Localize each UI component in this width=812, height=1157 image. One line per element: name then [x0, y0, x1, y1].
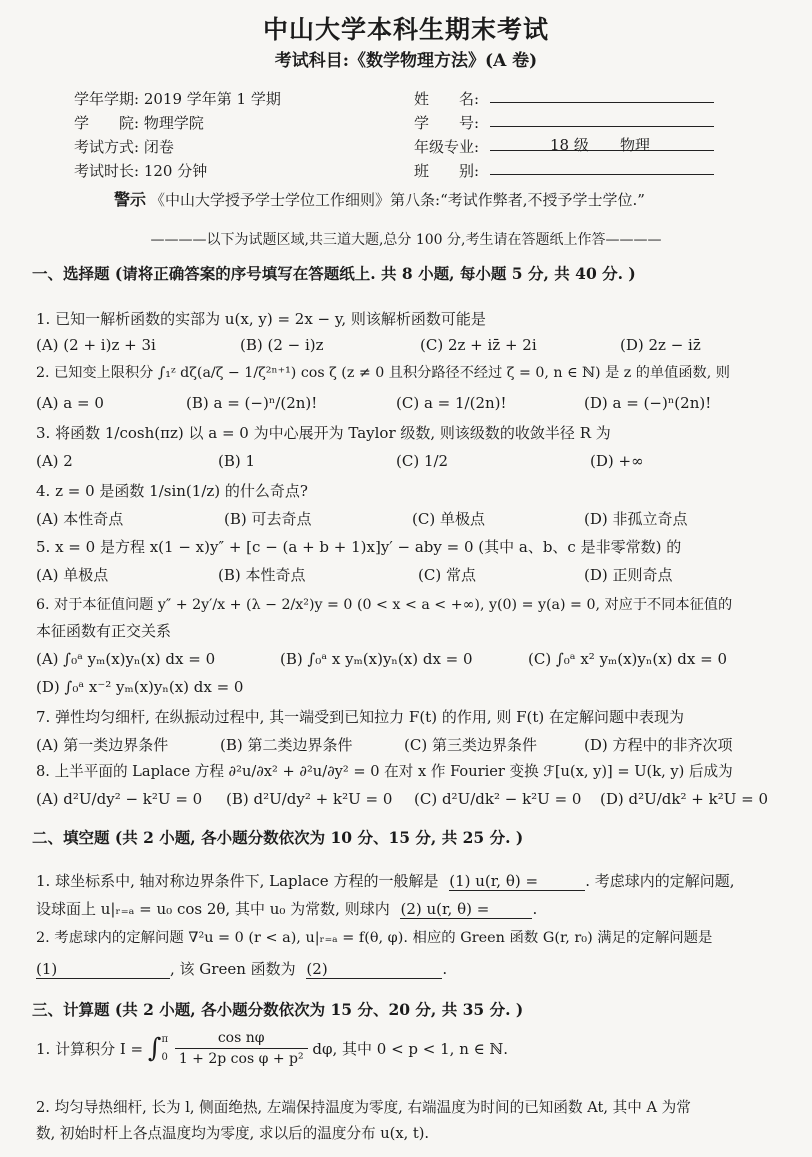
q7-option-c: (C) 第三类边界条件	[404, 736, 537, 754]
q3-stem: 3. 将函数 1/cosh(πz) 以 a = 0 为中心展开为 Taylor 级数, 则该级数的收敛半径 R 为	[36, 424, 611, 442]
section1-title: 一、选择题 (请将正确答案的序号填写在答题纸上. 共 8 小题, 每小题 5 分, 共 40 分. )	[32, 264, 636, 283]
s2-q1-line2	[36, 898, 537, 919]
integral-limits	[161, 1031, 168, 1067]
q4-option-c: (C) 单极点	[412, 510, 485, 528]
q2-option-a: (A) a = 0	[36, 394, 104, 412]
exam-subtitle: 考试科目:《数学物理方法》(A 卷)	[274, 51, 538, 71]
warning-text: 《中山大学授予学士学位工作细则》第八条:“考试作弊者,不授予学士学位.”	[150, 191, 645, 209]
class-label: 班 别:	[414, 162, 480, 180]
s2-q1-blank2[interactable]	[400, 900, 532, 919]
term-label: 学年学期:	[74, 90, 140, 108]
q6-stem: 6. 对于本征值问题 y″ + 2y′/x + (λ − 2/x²)y = 0 (0 < x < a < +∞), y(0) = y(a) = 0, 对应于不同本征值的	[36, 597, 733, 613]
name-label: 姓 名:	[414, 90, 480, 108]
q1-option-a: (A) (2 + i)z + 3i	[36, 336, 156, 354]
q5-option-c: (C) 常点	[418, 566, 476, 584]
q5-option-a: (A) 单极点	[36, 566, 109, 584]
q3-option-a: (A) 2	[36, 452, 73, 470]
integral-sign: ∫	[147, 1033, 162, 1064]
s2-q2-blank1-label: (1)	[36, 960, 58, 978]
s3-q2-line2: 数, 初始时杆上各点温度均为零度, 求以后的温度分布 u(x, t).	[36, 1125, 430, 1142]
q4-option-d: (D) 非孤立奇点	[584, 510, 688, 528]
name-field[interactable]	[490, 84, 714, 103]
q2-option-b: (B) a = (−)ⁿ/(2n)!	[186, 394, 318, 412]
q7-option-a: (A) 第一类边界条件	[36, 736, 169, 754]
s2-q2-blank2[interactable]	[306, 960, 442, 979]
q7-option-b: (B) 第二类边界条件	[220, 736, 353, 754]
integral-lower: 0	[161, 1051, 168, 1063]
s2-q1-text2: 设球面上 u|ᵣ₌ₐ = u₀ cos 2θ, 其中 u₀ 为常数, 则球内	[36, 900, 390, 918]
duration-row	[74, 160, 207, 181]
q7-option-d: (D) 方程中的非齐次项	[584, 736, 733, 754]
q6-option-c: (C) ∫₀ᵃ x² yₘ(x)yₙ(x) dx = 0	[528, 650, 728, 668]
q4-stem: 4. z = 0 是函数 1/sin(1/z) 的什么奇点?	[36, 482, 308, 500]
q8-option-a: (A) d²U/dy² − k²U = 0	[36, 790, 203, 808]
s2-q2-mid: , 该 Green 函数为	[170, 960, 296, 978]
s2-q1-blank2-label: (2) u(r, θ) =	[400, 900, 490, 918]
major-label: 年级专业:	[414, 138, 480, 156]
school-value: 物理学院	[143, 114, 204, 132]
q8-option-c: (C) d²U/dk² − k²U = 0	[414, 790, 582, 808]
mode-label: 考试方式:	[74, 138, 140, 156]
duration-value: 120 分钟	[143, 162, 208, 180]
warning-bold: 警示	[114, 190, 147, 209]
section3-title: 三、计算题 (共 2 小题, 各小题分数依次为 15 分、20 分, 共 35 分. )	[32, 1000, 524, 1019]
q2-stem: 2. 已知变上限积分 ∫₁ᶻ dζ(a/ζ − 1/ζ²ⁿ⁺¹) cos ζ (z ≠ 0 且积分路径不经过 ζ = 0, n ∈ ℕ) 是 z 的单值函数, 则	[36, 365, 730, 381]
id-label: 学 号:	[414, 114, 480, 132]
mode-row	[74, 136, 174, 157]
q1-option-c: (C) 2z + iz̄ + 2i	[420, 336, 537, 354]
q6-option-b: (B) ∫₀ᵃ x yₘ(x)yₙ(x) dx = 0	[280, 650, 473, 668]
term-row	[74, 88, 281, 109]
s3-q1-suffix: dφ, 其中 0 < p < 1, n ∈ ℕ.	[312, 1040, 508, 1058]
s2-q2-line2	[36, 958, 447, 979]
integrand-denominator: 1 + 2p cos φ + p²	[178, 1051, 304, 1067]
integrand-numerator: cos nφ	[175, 1030, 308, 1049]
s2-q2-line1: 2. 考虑球内的定解问题 ∇²u = 0 (r < a), u|ᵣ₌ₐ = f(θ, φ). 相应的 Green 函数 G(r, r₀) 满足的定解问题是	[36, 930, 713, 946]
school-row	[74, 112, 204, 133]
s2-q1-blank1[interactable]	[449, 872, 585, 891]
q5-option-d: (D) 正则奇点	[584, 566, 673, 584]
integrand-fraction	[175, 1030, 308, 1067]
q5-option-b: (B) 本性奇点	[218, 566, 306, 584]
s3-q1	[36, 1030, 508, 1067]
q3-option-b: (B) 1	[218, 452, 256, 470]
duration-label: 考试时长:	[74, 162, 140, 180]
q1-option-b: (B) (2 − i)z	[240, 336, 324, 354]
q7-stem: 7. 弹性均匀细杆, 在纵振动过程中, 其一端受到已知拉力 F(t) 的作用, 则 F(t) 在定解问题中表现为	[36, 708, 685, 726]
s2-q2-end: .	[442, 960, 448, 978]
q1-stem: 1. 已知一解析函数的实部为 u(x, y) = 2x − y, 则该解析函数可能是	[36, 310, 486, 328]
s2-q2-blank1[interactable]	[36, 960, 170, 979]
s2-q1-after2: .	[532, 900, 538, 918]
exam-title: 中山大学本科生期末考试	[262, 15, 549, 44]
school-label: 学 院:	[74, 114, 140, 132]
q4-option-b: (B) 可去奇点	[224, 510, 312, 528]
term-value: 2019 学年第 1 学期	[143, 90, 281, 108]
s3-q1-prefix: 1. 计算积分 I =	[36, 1040, 144, 1058]
section2-title: 二、填空题 (共 2 小题, 各小题分数依次为 10 分、15 分, 共 25 分. )	[32, 828, 524, 847]
q2-option-c: (C) a = 1/(2n)!	[396, 394, 507, 412]
s2-q1-text1: 1. 球坐标系中, 轴对称边界条件下, Laplace 方程的一般解是	[36, 872, 439, 890]
q3-option-c: (C) 1/2	[396, 452, 449, 470]
s3-q2-line1: 2. 均匀导热细杆, 长为 l, 侧面绝热, 左端保持温度为零度, 右端温度为时间的已知函数 At, 其中 A 为常	[36, 1099, 691, 1116]
q6-stem-cont: 本征函数有正交关系	[36, 622, 172, 640]
grade-value: 18 级	[550, 136, 589, 154]
s2-q1-after1: . 考虑球内的定解问题,	[585, 872, 735, 890]
s2-q2-blank2-label: (2)	[306, 960, 328, 978]
s2-q1-line1	[36, 870, 735, 891]
q4-option-a: (A) 本性奇点	[36, 510, 124, 528]
major-value: 物理	[620, 136, 651, 154]
q5-stem: 5. x = 0 是方程 x(1 − x)y″ + [c − (a + b + 1)x]y′ − aby = 0 (其中 a、b、c 是非零常数) 的	[36, 538, 682, 556]
s2-q1-blank1-label: (1) u(r, θ) =	[449, 872, 539, 890]
q8-stem: 8. 上半平面的 Laplace 方程 ∂²u/∂x² + ∂²u/∂y² = 0 在对 x 作 Fourier 变换 ℱ[u(x, y)] = U(k, y) 后成为	[36, 763, 733, 780]
q8-option-d: (D) d²U/dk² + k²U = 0	[600, 790, 769, 808]
integral-upper: π	[161, 1033, 169, 1045]
warning-note	[114, 187, 645, 210]
q6-option-a: (A) ∫₀ᵃ yₘ(x)yₙ(x) dx = 0	[36, 650, 216, 668]
major-field[interactable]	[490, 132, 714, 154]
q3-option-d: (D) +∞	[590, 452, 644, 470]
q1-option-d: (D) 2z − iz̄	[620, 336, 701, 354]
student-id-field[interactable]	[490, 108, 714, 127]
class-field[interactable]	[490, 156, 714, 175]
mode-value: 闭卷	[143, 138, 174, 156]
q6-option-d: (D) ∫₀ᵃ x⁻² yₘ(x)yₙ(x) dx = 0	[36, 678, 244, 696]
divider-line: ————以下为试题区域,共三道大题,总分 100 分,考生请在答题纸上作答————	[150, 232, 662, 248]
q8-option-b: (B) d²U/dy² + k²U = 0	[226, 790, 393, 808]
q2-option-d: (D) a = (−)ⁿ(2n)!	[584, 394, 712, 412]
